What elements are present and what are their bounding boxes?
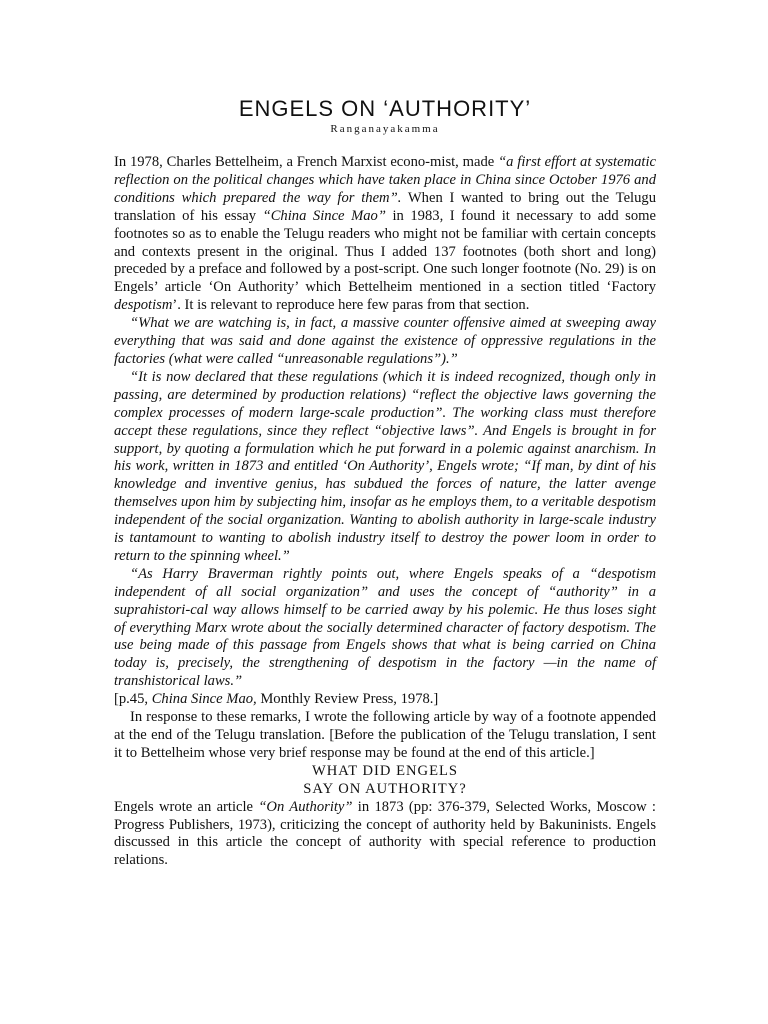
- section-heading-line-2: SAY ON AUTHORITY?: [303, 780, 467, 797]
- article-title: ENGELS ON ‘AUTHORITY’: [238, 96, 532, 121]
- engels-paragraph: Engels wrote an article “On Authority” in 1873 (pp: 376-379, Selected Works, Moscow : Progress Publishers, 1973), criticizing the concept of authority held by Bakuninists. Engels discussed in this article the concept of authority with special reference to production relations.: [114, 798, 656, 869]
- intro-paragraph: In 1978, Charles Bettelheim, a French Marxist econo-mist, made “a first effort at systematic reflection on the political changes which have taken place in China since October 1976 and conditions which prepared the way for them”. When I wanted to bring out the Telugu translation of his essay “China Since Mao” in 1983, I found it necessary to add some footnotes so as to enable the Telugu readers who might not be familiar with certain concepts and contexts present in the original. Thus I added 137 footnotes (both short and long) preceded by a preface and followed by a post-script. One such longer footnote (No. 29) is on Engels’ article ‘On Authority’ which Bettelheim mentioned in a section titled ‘Factory despotism’. It is relevant to reproduce here few paras from that section.: [114, 154, 657, 314]
- response-paragraph: In response to these remarks, I wrote the following article by way of a footnote appended at the end of the Telugu translation. [Before the publication of the Telugu translation, I sent it to Bettelheim whose very brief response may be found at the end of this article.]: [114, 709, 656, 761]
- document-page: [114, 96, 656, 870]
- author-name: Ranganayakamma: [330, 123, 440, 135]
- quote-paragraph-3: “As Harry Braverman rightly points out, where Engels speaks of a “despotism independent of all social organization” and uses the concept of “authority” in a suprahistori-cal way allows himself to be carried away by his polemic. He thus loses sight of everything Marx wrote about the socially determined character of factory despotism. The use being made of this passage from Engels shows that what is being carried on China today is, precisely, the strengthening of despotism in the factory —in the name of transhistorical laws.”: [114, 565, 656, 690]
- section-heading-line-1: WHAT DID ENGELS: [311, 762, 459, 779]
- citation: [p.45, China Since Mao, Monthly Review Press, 1978.]: [114, 691, 439, 708]
- quote-paragraph-1: “What we are watching is, in fact, a massive counter offensive aimed at sweeping away everything that was said and done against the existence of oppressive regulations in the factories (what were called “unreasonable regulations”).”: [114, 315, 656, 367]
- quote-paragraph-2: “It is now declared that these regulations (which it is indeed recognized, though only in passing, are determined by production relations) “reflect the objective laws governing the complex processes of modern large-scale production”. The working class must therefore accept these regulations, since they reflect “objective laws”. And Engels is brought in for support, by quoting a formulation which he put forward in a polemic against anarchism. In his work, written in 1873 and entitled ‘On Authority’, Engels wrote; “If man, by dint of his knowledge and inventive genius, has subdued the forces of nature, the latter avenge themselves upon him by subjecting him, insofar as he employs them, to a veritable despotism independent of the social organization. Wanting to abolish authority in large-scale industry is tantamount to wanting to abolish industry itself to destroy the power loom in order to return to the spinning wheel.”: [114, 368, 656, 564]
